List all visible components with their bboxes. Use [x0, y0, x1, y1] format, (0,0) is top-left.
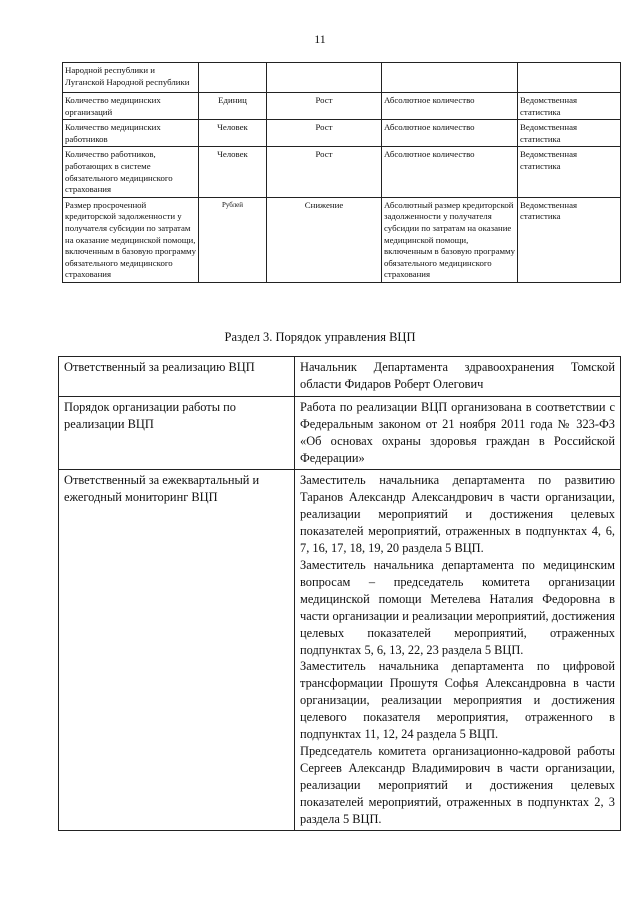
- section-heading: Раздел 3. Порядок управления ВЦП: [224, 330, 416, 344]
- management-table: [58, 356, 621, 831]
- indicator-method: Абсолютное количество: [382, 93, 518, 120]
- indicator-method: Абсолютное количество: [382, 147, 518, 197]
- indicator-name: Народной республики и Луганской Народной республики: [63, 63, 199, 93]
- table-row: [63, 63, 621, 93]
- row-label: Ответственный за реализацию ВЦП: [59, 357, 295, 397]
- indicator-method: Абсолютное количество: [382, 120, 518, 147]
- table-row: [59, 357, 621, 397]
- indicator-direction: Снижение: [267, 197, 382, 282]
- table-row: [63, 93, 621, 120]
- indicator-unit: Человек: [199, 147, 267, 197]
- row-label: Порядок организации работы по реализации ВЦП: [59, 396, 295, 470]
- table-row: [59, 396, 621, 470]
- indicator-source: Ведомственная статистика: [518, 93, 621, 120]
- table-row: [63, 147, 621, 197]
- table-row: [63, 197, 621, 282]
- indicator-name: Размер просроченной кредиторской задолженности у получателя субсидии по затратам на оказание медицинской помощи, включенным в базовую программу обязательного медицинского страхования: [63, 197, 199, 282]
- indicators-table: [62, 62, 621, 283]
- indicator-source: Ведомственная статистика: [518, 197, 621, 282]
- row-label: Ответственный за ежеквартальный и ежегодный мониторинг ВЦП: [59, 470, 295, 831]
- indicator-unit: [199, 63, 267, 93]
- indicator-method: Абсолютный размер кредиторской задолженности у получателя субсидии по затратам на оказание медицинской помощи, включенным в базовую программу обязательного медицинского страхования: [382, 197, 518, 282]
- paragraph: Работа по реализации ВЦП организована в соответствии с Федеральным законом от 21 ноября 2011 года № 323-ФЗ «Об основах охраны здоровья граждан в Российской Федерации»: [300, 399, 615, 465]
- indicator-direction: Рост: [267, 120, 382, 147]
- indicator-source: Ведомственная статистика: [518, 120, 621, 147]
- indicator-name: Количество медицинских организаций: [63, 93, 199, 120]
- indicator-name: Количество работников, работающих в системе обязательного медицинского страхования: [63, 147, 199, 197]
- row-content: [295, 357, 621, 397]
- paragraph: Начальник Департамента здравоохранения Томской области Фидаров Роберт Олегович: [300, 360, 615, 391]
- row-content: [295, 470, 621, 831]
- indicator-method: [382, 63, 518, 93]
- row-content: [295, 396, 621, 470]
- indicator-unit: Человек: [199, 120, 267, 147]
- paragraph: Заместитель начальника департамента по развитию Таранов Александр Александрович в части организации, реализации мероприятий и достижения целевых показателей мероприятий, отраженных в подпунктах 4, 6, 7, 16, 17, 18, 19, 20 раздела 5 ВЦП.: [300, 473, 615, 556]
- paragraph: Председатель комитета организационно-кадровой работы Сергеев Александр Владимирович в части организации, реализации мероприятий и достижения целевых показателей мероприятий, отраженных в подпунктах 2, 3 раздела 5 ВЦП.: [300, 743, 615, 826]
- paragraph: Заместитель начальника департамента по цифровой трансформации Прошутя Софья Александровна в части организации, реализации мероприятия и достижения целевого показателя мероприятия, отраженного в подпунктах 11, 12, 24 раздела 5 ВЦП.: [300, 659, 615, 742]
- indicator-name: Количество медицинских работников: [63, 120, 199, 147]
- page-number: 11: [314, 32, 326, 46]
- indicator-unit: Рублей: [199, 197, 267, 282]
- table-row: [63, 120, 621, 147]
- paragraph: Заместитель начальника департамента по медицинским вопросам – председатель комитета организации медицинской помощи Метелева Наталия Федоровна в части организации и реализации мероприятий, достижения целевых показателей мероприятий, отраженных подпунктах 5, 6, 13, 22, 23 раздела 5 ВЦП.: [300, 557, 615, 657]
- indicator-source: Ведомственная статистика: [518, 147, 621, 197]
- indicator-direction: Рост: [267, 93, 382, 120]
- indicator-source: [518, 63, 621, 93]
- table-row: [59, 470, 621, 831]
- indicator-unit: Единиц: [199, 93, 267, 120]
- indicator-direction: Рост: [267, 147, 382, 197]
- indicator-direction: [267, 63, 382, 93]
